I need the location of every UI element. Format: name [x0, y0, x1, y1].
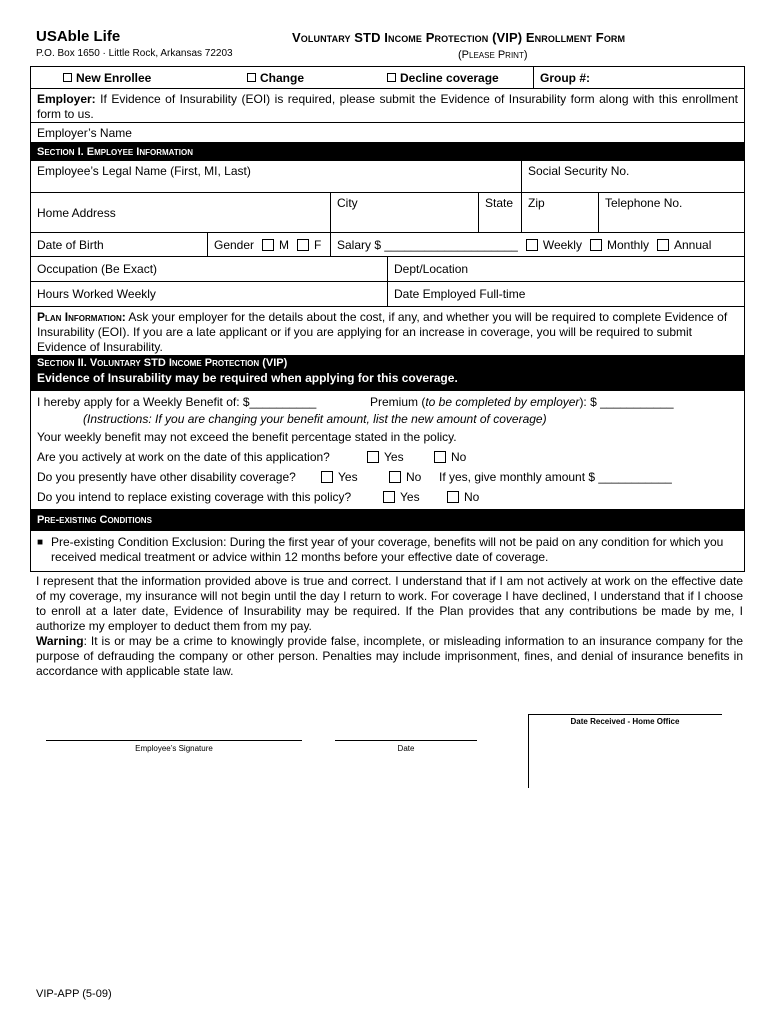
city-label: City	[337, 196, 358, 210]
warning-label: Warning	[36, 634, 84, 648]
q3-no-checkbox[interactable]	[447, 491, 459, 503]
dob-label: Date of Birth	[37, 237, 104, 252]
new-enrollee-label: New Enrollee	[76, 70, 152, 85]
signature-line[interactable]	[46, 740, 302, 741]
employer-note	[37, 92, 738, 122]
section2-subtitle: Evidence of Insurability may be required when applying for this coverage.	[37, 371, 458, 385]
section1-header: Section I. Employee Information	[31, 143, 744, 161]
q3-yes-label: Yes	[400, 490, 420, 504]
gender-field	[208, 233, 331, 256]
annual-checkbox[interactable]	[657, 239, 669, 251]
legal-name-row	[31, 161, 744, 193]
state-field[interactable]	[479, 193, 522, 232]
warning-body: : It is or may be a crime to knowingly provide false, incomplete, or misleading information to an insurance company for the purpose of defrauding the company or other person. Penalties may include imprisonment, fines, and denial of insurance benefits in accordance with applicable state law.	[36, 634, 743, 678]
preexisting-text: Pre-existing Condition Exclusion: During the first year of your coverage, benefits will not be paid on any condition for which you received medical treatment or advice within 12 months before your effective date of coverage.	[51, 535, 724, 564]
hours-field[interactable]	[31, 282, 388, 306]
premium-italic: to be completed by employer	[425, 395, 580, 409]
weekly-label: Weekly	[542, 237, 582, 252]
city-field[interactable]	[331, 193, 479, 232]
section2-body	[31, 391, 744, 509]
section2-title: Section II. Voluntary STD Income Protection (VIP)	[37, 357, 288, 369]
monthly-checkbox[interactable]	[590, 239, 602, 251]
q1-yes-checkbox[interactable]	[367, 451, 379, 463]
q1-text: Are you actively at work on the date of this application?	[37, 450, 330, 464]
group-number-label: Group #:	[540, 70, 590, 85]
gender-m-checkbox[interactable]	[262, 239, 274, 251]
date-label: Date	[397, 744, 415, 753]
occupation-label: Occupation (Be Exact)	[37, 262, 158, 276]
q1-no-checkbox[interactable]	[434, 451, 446, 463]
instructions-note: (Instructions: If you are changing your benefit amount, list the new amount of coverage)	[83, 412, 547, 426]
form-title: Voluntary STD Income Protection (VIP) Enrollment Form	[292, 30, 626, 45]
q2-no-label: No	[406, 470, 422, 484]
dept-label: Dept/Location	[394, 262, 469, 276]
date-line[interactable]	[335, 740, 477, 741]
attestation-text: I represent that the information provided above is true and correct. I understand that if I am not actively at work on the effective date of my coverage, my insurance will not begin until the day I return to work. For coverage I have declined, I understand that if I choose to enroll at a later date, Evidence of Insurability may be required. If the Plan provides that any contributions be made by me, I authorize my employer to deduct them from my pay.	[36, 574, 743, 633]
form-header	[30, 24, 745, 66]
zip-field[interactable]	[522, 193, 599, 232]
group-number-field[interactable]	[534, 67, 744, 88]
enrollment-form	[30, 24, 745, 680]
weekly-benefit-row	[37, 394, 738, 411]
date-employed-field[interactable]	[388, 282, 744, 306]
please-print-note: (Please Print)	[458, 49, 528, 61]
gender-label: Gender	[214, 237, 255, 252]
preexisting-header: Pre-existing Conditions	[31, 509, 744, 531]
ssn-label: Social Security No.	[528, 164, 630, 178]
bullet-icon: ■	[37, 537, 44, 548]
q3-yes-checkbox[interactable]	[383, 491, 395, 503]
gender-m-label: M	[279, 237, 290, 252]
question-replace-coverage	[37, 487, 738, 507]
dob-field[interactable]	[31, 233, 208, 256]
employee-signature-label: Employee’s Signature	[135, 744, 213, 753]
salary-field[interactable]	[331, 233, 744, 256]
q1-yes-label: Yes	[384, 450, 404, 464]
q2-text: Do you presently have other disability coverage?	[37, 470, 296, 484]
occupation-field[interactable]	[31, 257, 388, 281]
hours-row	[31, 282, 744, 307]
dob-gender-salary-row	[31, 233, 744, 257]
legal-name-label: Employee’s Legal Name (First, MI, Last)	[37, 164, 251, 178]
dept-field[interactable]	[388, 257, 744, 281]
salary-label: Salary $ ____________________	[337, 237, 518, 252]
q2-yes-label: Yes	[338, 470, 358, 484]
q2-yes-checkbox[interactable]	[321, 471, 333, 483]
q1-no-label: No	[451, 450, 467, 464]
change-label: Change	[260, 70, 305, 85]
home-address-field[interactable]	[31, 193, 331, 232]
premium-field[interactable]	[370, 394, 674, 411]
company-address: P.O. Box 1650 · Little Rock, Arkansas 72203	[36, 48, 233, 59]
employer-name-row	[31, 123, 744, 143]
address-row	[31, 193, 744, 233]
telephone-field[interactable]	[599, 193, 744, 232]
q2-monthly-amount-field[interactable]: If yes, give monthly amount $ ___________	[439, 470, 672, 484]
weekly-benefit-field[interactable]: I hereby apply for a Weekly Benefit of: $__________	[37, 395, 317, 409]
annual-label: Annual	[674, 237, 712, 252]
q3-text: Do you intend to replace existing coverage with this policy?	[37, 490, 352, 504]
enrollment-type-row	[31, 67, 744, 89]
occupation-row	[31, 257, 744, 282]
decline-option[interactable]	[381, 67, 534, 88]
date-employed-label: Date Employed Full-time	[394, 287, 526, 301]
monthly-label: Monthly	[606, 237, 649, 252]
weekly-checkbox[interactable]	[526, 239, 538, 251]
date-received-label: Date Received - Home Office	[570, 717, 680, 726]
premium-prefix: Premium (	[370, 395, 426, 409]
gender-f-checkbox[interactable]	[297, 239, 309, 251]
premium-suffix: ): $ ___________	[579, 395, 674, 409]
plan-info-body: Ask your employer for the details about the cost, if any, and whether you will be required to complete Evidence of Insurability (EOI). If you are a late applicant or if you are applying for an increase in coverage, you will be required to submit Evidence of Insurability.	[37, 310, 728, 354]
question-other-coverage	[37, 467, 738, 487]
new-enrollee-option[interactable]	[31, 67, 241, 88]
section2-header	[31, 355, 744, 391]
decline-checkbox[interactable]	[387, 73, 396, 82]
legal-name-field[interactable]	[31, 161, 522, 192]
hours-label: Hours Worked Weekly	[37, 287, 156, 301]
state-label: State	[485, 196, 514, 210]
gender-f-label: F	[314, 237, 322, 252]
company-name: USAble Life	[36, 28, 121, 45]
decline-label: Decline coverage	[400, 70, 499, 85]
employer-name-label: Employer’s Name	[37, 125, 132, 140]
q2-no-checkbox[interactable]	[389, 471, 401, 483]
plan-info	[31, 307, 744, 355]
warning-text	[30, 632, 745, 680]
change-option[interactable]	[241, 67, 381, 88]
new-enrollee-checkbox[interactable]	[63, 73, 72, 82]
plan-info-label: Plan Information:	[37, 310, 126, 324]
q3-no-label: No	[464, 490, 480, 504]
employer-name-field[interactable]	[31, 123, 744, 142]
plan-info-text	[37, 310, 738, 355]
preexisting-body	[31, 531, 744, 571]
benefit-max-note: Your weekly benefit may not exceed the benefit percentage stated in the policy.	[37, 430, 457, 444]
employer-note-row	[31, 89, 744, 123]
telephone-label: Telephone No.	[605, 196, 683, 210]
employer-note-text: If Evidence of Insurability (EOI) is required, please submit the Evidence of Insurability form along with this enrollment form to us.	[37, 92, 738, 121]
employer-note-label: Employer:	[37, 92, 96, 106]
zip-label: Zip	[528, 196, 545, 210]
ssn-field[interactable]	[522, 161, 744, 192]
change-checkbox[interactable]	[247, 73, 256, 82]
home-address-label: Home Address	[37, 205, 116, 220]
form-code: VIP-APP (5-09)	[36, 988, 112, 1000]
form-body	[30, 66, 745, 572]
question-actively-at-work	[37, 447, 738, 467]
